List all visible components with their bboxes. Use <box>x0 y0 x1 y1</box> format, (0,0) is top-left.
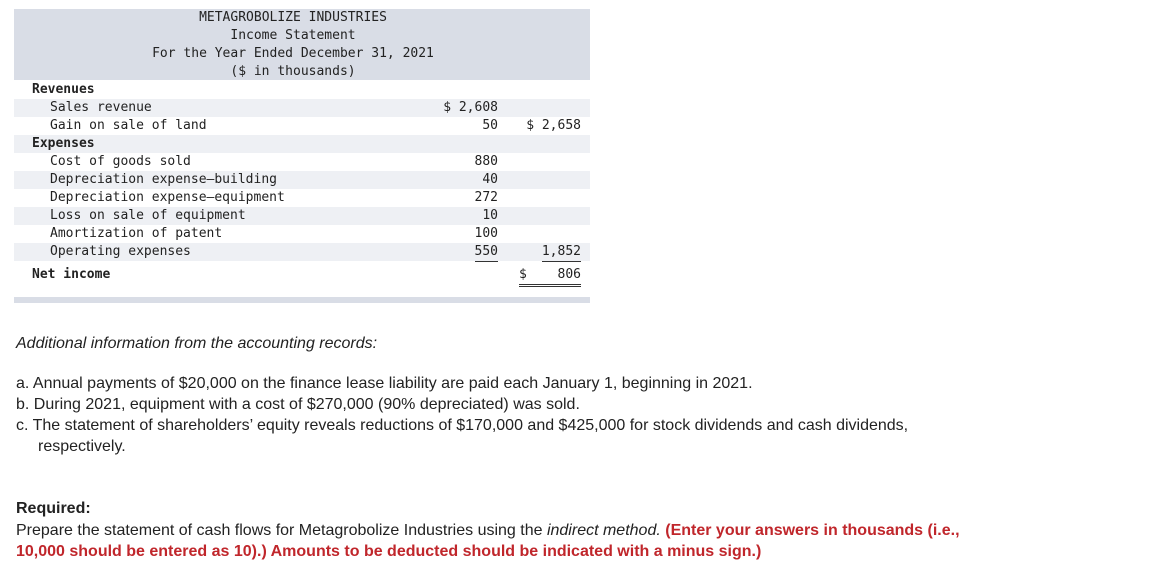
table-row <box>14 117 590 135</box>
income-statement <box>14 9 590 304</box>
line-amount: 100 <box>474 226 498 241</box>
table-row <box>14 171 590 189</box>
info-item-c: c. The statement of shareholders’ equity reveals reductions of $170,000 and $425,000 for stock dividends and cash dividends, <box>16 417 909 434</box>
statement-title: Income Statement <box>230 28 356 43</box>
net-income-label: Net income <box>32 267 111 282</box>
info-item-c-cont: respectively. <box>38 438 126 455</box>
additional-info-heading: Additional information from the accounting records: <box>16 335 378 352</box>
section-revenues <box>14 81 590 99</box>
table-row <box>14 207 590 225</box>
line-amount: 10 <box>482 208 498 223</box>
table-row <box>14 225 590 243</box>
net-income-row <box>14 266 590 284</box>
line-label: Depreciation expense—equipment <box>50 190 285 205</box>
instruction-text-2: 10,000 should be entered as 10).) Amounts to be deducted should be indicated with a minus sign.) <box>16 543 762 560</box>
table-row <box>14 99 590 117</box>
line-total: 1,852 <box>542 243 581 262</box>
table-row <box>14 243 590 261</box>
statement-units: ($ in thousands) <box>230 64 356 79</box>
statement-bottom-bar <box>14 297 590 303</box>
line-amount: 40 <box>482 172 498 187</box>
line-label: Cost of goods sold <box>50 154 191 169</box>
statement-period: For the Year Ended December 31, 2021 <box>152 46 434 61</box>
line-label: Sales revenue <box>50 100 152 115</box>
net-income-value: 806 <box>557 267 581 282</box>
table-row <box>14 189 590 207</box>
instruction-text-1: (Enter your answers in thousands (i.e., <box>665 522 960 539</box>
line-label: Amortization of patent <box>50 226 223 241</box>
info-item-b: b. During 2021, equipment with a cost of $270,000 (90% depreciated) was sold. <box>16 396 580 413</box>
company-name: METAGROBOLIZE INDUSTRIES <box>199 10 387 25</box>
line-total: $ 2,658 <box>526 118 581 133</box>
table-row <box>14 153 590 171</box>
net-income-total <box>519 266 581 287</box>
line-amount: 550 <box>475 243 498 262</box>
line-label: Gain on sale of land <box>50 118 207 133</box>
required-heading: Required: <box>16 500 91 517</box>
required-instructions <box>16 520 1146 541</box>
line-amount: 880 <box>474 154 498 169</box>
line-amount: 272 <box>474 190 498 205</box>
line-amount: 50 <box>482 117 498 136</box>
info-item-a: a. Annual payments of $20,000 on the finance lease liability are paid each January 1, beginning in 2021. <box>16 375 753 392</box>
line-label: Operating expenses <box>50 244 191 259</box>
expenses-label: Expenses <box>32 136 95 151</box>
section-expenses <box>14 135 590 153</box>
line-label: Depreciation expense—building <box>50 172 277 187</box>
line-label: Loss on sale of equipment <box>50 208 246 223</box>
dollar-symbol: $ <box>519 267 527 282</box>
method-text: indirect method. <box>546 522 661 539</box>
line-amount: $ 2,608 <box>443 100 498 115</box>
revenues-label: Revenues <box>32 82 95 97</box>
required-text: Prepare the statement of cash flows for Metagrobolize Industries using the <box>16 522 547 539</box>
